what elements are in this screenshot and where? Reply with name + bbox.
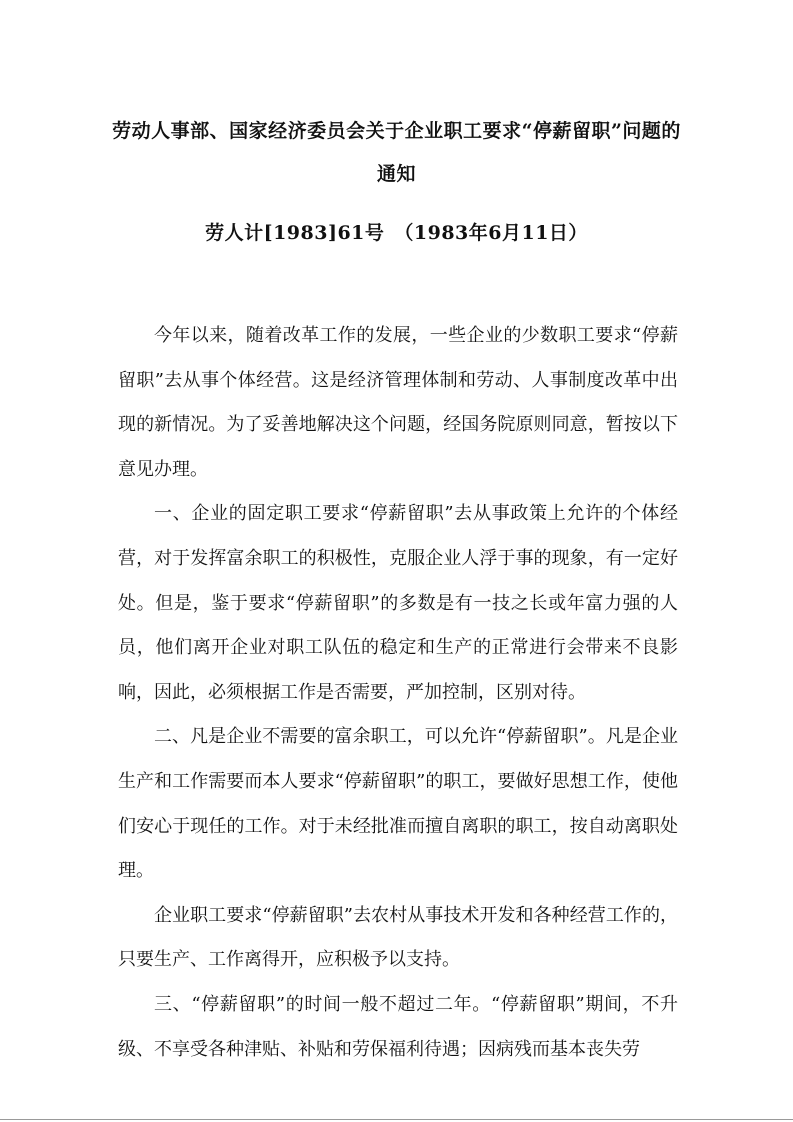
page-bottom-rule: [0, 1119, 793, 1120]
document-body: [118, 314, 678, 1072]
document-number: 劳人计[1983]61号 （1983年6月11日）: [205, 222, 588, 244]
document-title-line-2: 通知: [376, 163, 416, 185]
paragraph-item-1: 一、企业的固定职工要求“停薪留职”去从事政策上允许的个体经营，对于发挥富余职工的积极性，克服企业人浮于事的现象，有一定好处。但是，鉴于要求“停薪留职”的多数是有一技之长或年富力强的人员，他们离开企业对职工队伍的稳定和生产的正常进行会带来不良影响，因此，必须根据工作是否需要，严加控制，区别对待。: [118, 503, 678, 703]
document-title-line-1: 劳动人事部、国家经济委员会关于企业职工要求“停薪留职”问题的: [112, 120, 681, 142]
paragraph-item-3: 三、“停薪留职”的时间一般不超过二年。“停薪留职”期间，不升级、不享受各种津贴、补贴和劳保福利待遇；因病残而基本丧失劳: [118, 993, 678, 1060]
paragraph-intro: 今年以来，随着改革工作的发展，一些企业的少数职工要求“停薪留职”去从事个体经营。这是经济管理体制和劳动、人事制度改革中出现的新情况。为了妥善地解决这个问题，经国务院原则同意，暂按以下意见办理。: [118, 325, 678, 480]
paragraph-item-2: 二、凡是企业不需要的富余职工，可以允许“停薪留职”。凡是企业生产和工作需要而本人要求“停薪留职”的职工，要做好思想工作，使他们安心于现任的工作。对于未经批准而擅自离职的职工，按自动离职处理。: [118, 726, 678, 882]
paragraph-item-2-supplement: 企业职工要求“停薪留职”去农村从事技术开发和各种经营工作的，只要生产、工作离得开，应积极予以支持。: [118, 904, 678, 971]
